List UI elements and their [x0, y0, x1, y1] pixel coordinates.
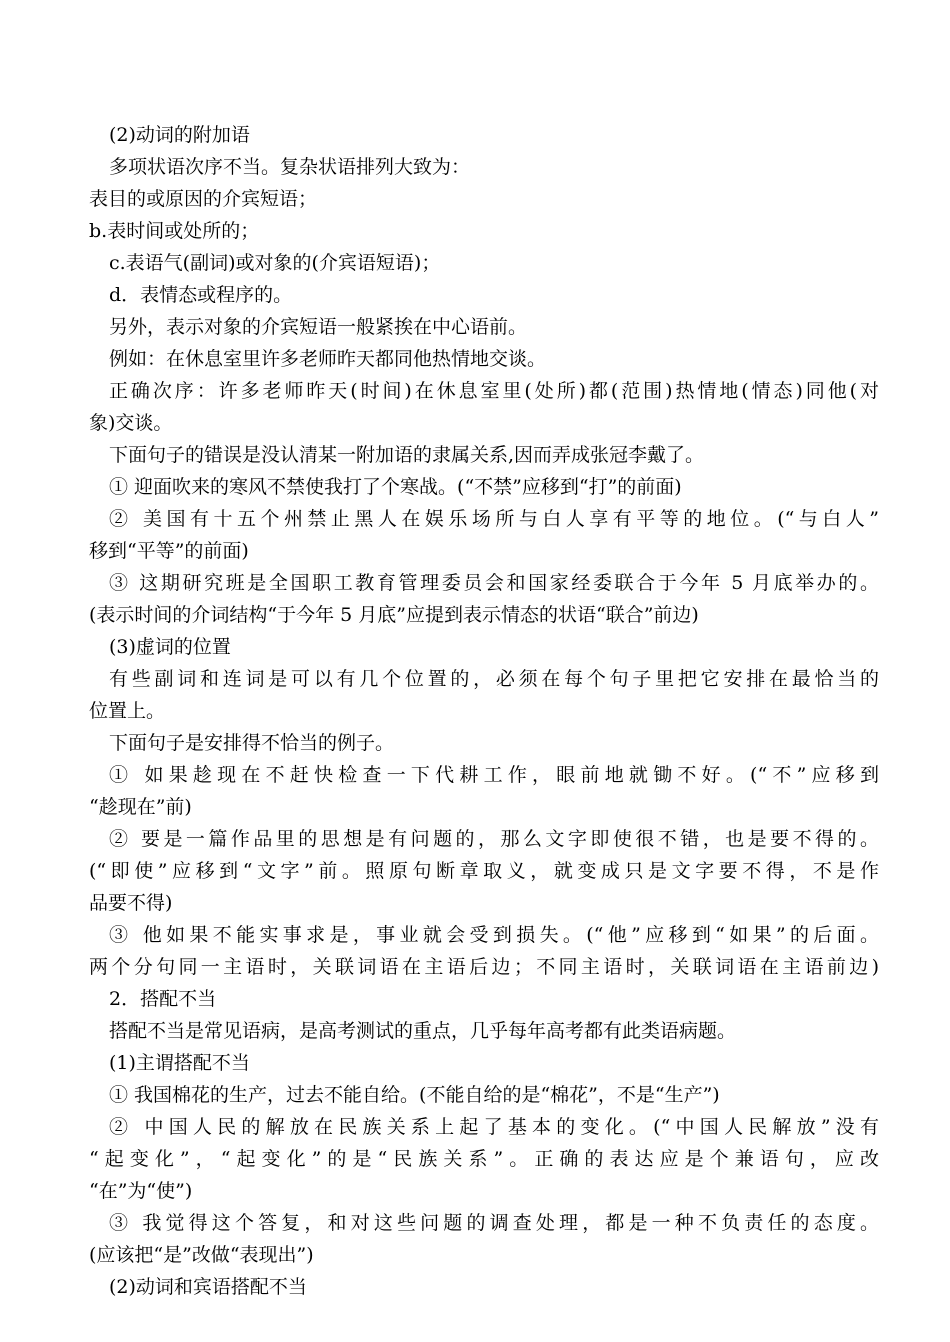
paragraph-line: 下面句子的错误是没认清某一附加语的隶属关系,因而弄成张冠李戴了。: [109, 444, 705, 466]
example-item: ② 美国有十五个州禁止黑人在娱乐场所与白人享有平等的地位。(“与白人”: [109, 508, 879, 530]
example-item: ① 我国棉花的生产，过去不能自给。(不能自给的是“棉花”，不是“生产”): [109, 1084, 720, 1106]
paragraph-line: b.表时间或处所的；: [89, 220, 260, 242]
paragraph-line: (表示时间的介词结构“于今年 5 月底”应提到表示情态的状语“联合”前边): [89, 604, 699, 626]
paragraph-line: (“即使”应移到“文字”前。照原句断章取义，就变成只是文字要不得，不是作: [89, 860, 879, 882]
paragraph-line: 位置上。: [89, 700, 166, 722]
paragraph-line: 有些副词和连词是可以有几个位置的，必须在每个句子里把它安排在最恰当的: [109, 668, 879, 690]
section-heading-collocation: 2．搭配不当: [109, 988, 217, 1010]
paragraph-line: d．表情态或程序的。: [109, 284, 293, 306]
paragraph-line: 下面句子是安排得不恰当的例子。: [109, 732, 395, 754]
example-item: ② 要是一篇作品里的思想是有问题的，那么文字即使很不错，也是要不得的。: [109, 828, 879, 850]
example-item: ② 中国人民的解放在民族关系上起了基本的变化。(“中国人民解放”没有: [109, 1116, 879, 1138]
paragraph-line: c.表语气(副词)或对象的(介宾语短语)；: [109, 252, 441, 274]
paragraph-line: 正确次序：许多老师昨天(时间)在休息室里(处所)都(范围)热情地(情态)同他(对: [109, 380, 879, 402]
example-item: ① 如果趁现在不赶快检查一下代耕工作，眼前地就锄不好。(“不”应移到: [109, 764, 879, 786]
subheading-verb-object: (2)动词和宾语搭配不当: [109, 1276, 307, 1298]
paragraph-line: 两个分句同一主语时，关联词语在主语后边；不同主语时，关联词语在主语前边): [89, 956, 879, 978]
example-item: ③ 他如果不能实事求是，事业就会受到损失。(“他”应移到“如果”的后面。: [109, 924, 879, 946]
paragraph-line: “在”为“使”): [89, 1180, 193, 1202]
paragraph-line: “起变化”，“起变化”的是“民族关系”。正确的表达应是个兼语句，应改: [89, 1148, 879, 1170]
paragraph-line: 表目的或原因的介宾短语；: [89, 188, 318, 210]
paragraph-line: 多项状语次序不当。复杂状语排列大致为：: [109, 156, 471, 178]
paragraph-line: 移到“平等”的前面): [89, 540, 249, 562]
paragraph-line: 另外，表示对象的介宾短语一般紧挨在中心语前。: [109, 316, 528, 338]
paragraph-line: (应该把“是”改做“表现出”): [89, 1244, 314, 1266]
subheading-verb-modifiers: (2)动词的附加语: [109, 124, 250, 146]
paragraph-line: 品要不得): [89, 892, 173, 914]
example-item: ① 迎面吹来的寒风不禁使我打了个寒战。(“不禁”应移到“打”的前面): [109, 476, 682, 498]
example-item: ③ 这期研究班是全国职工教育管理委员会和国家经委联合于今年 5 月底举办的。: [109, 572, 879, 594]
paragraph-line: 搭配不当是常见语病，是高考测试的重点，几乎每年高考都有此类语病题。: [109, 1020, 737, 1042]
subheading-function-words: (3)虚词的位置: [109, 636, 231, 658]
subheading-subject-predicate: (1)主谓搭配不当: [109, 1052, 250, 1074]
paragraph-line: “趁现在”前): [89, 796, 192, 818]
example-item: ③ 我觉得这个答复，和对这些问题的调查处理，都是一种不负责任的态度。: [109, 1212, 879, 1234]
paragraph-line: 例如：在休息室里许多老师昨天都同他热情地交谈。: [109, 348, 547, 370]
paragraph-line: 象)交谈。: [89, 412, 173, 434]
